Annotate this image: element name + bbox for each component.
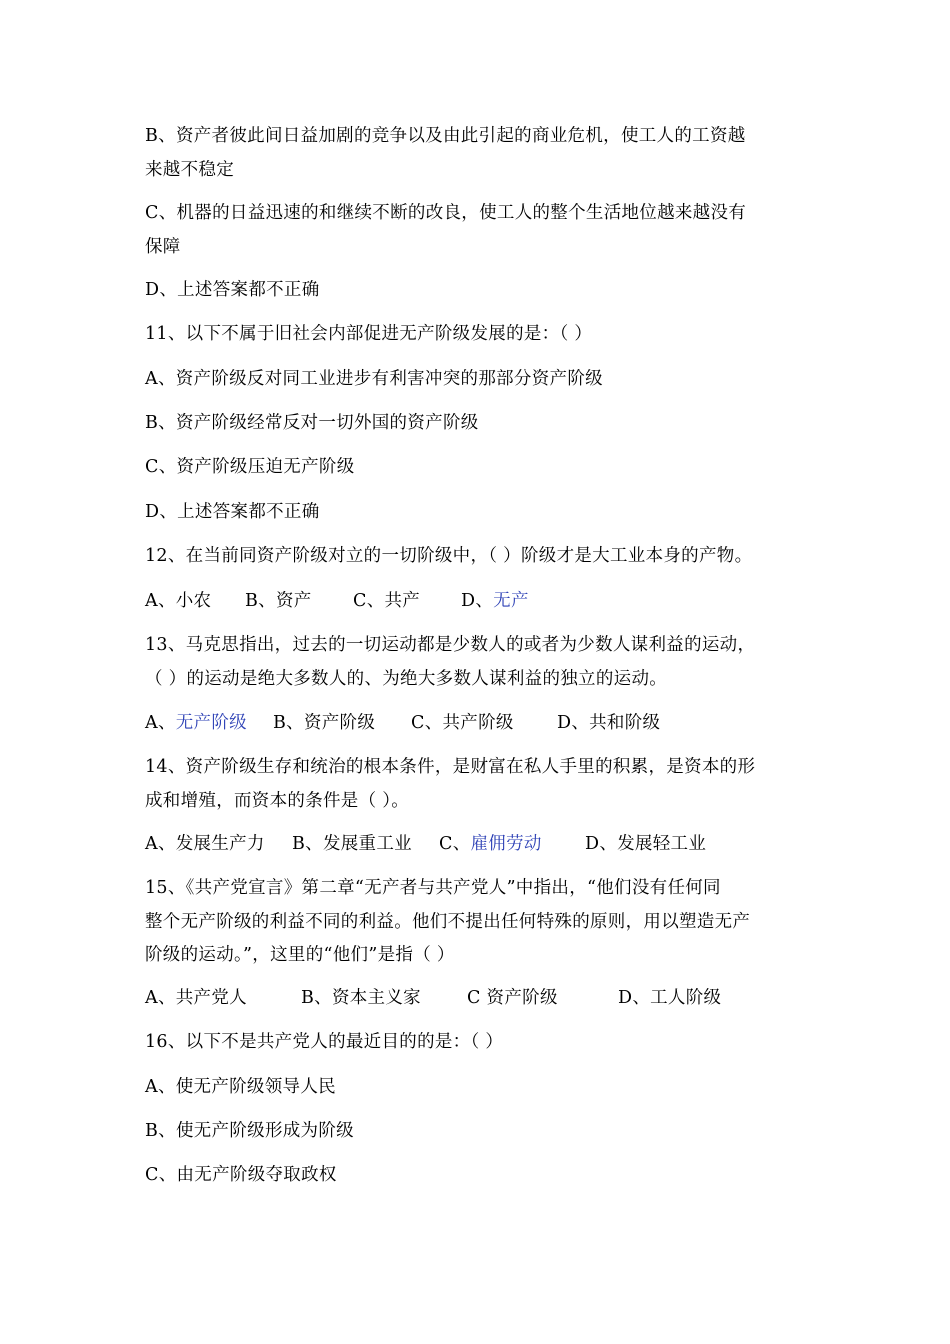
- q14-answer: 雇佣劳动: [470, 834, 542, 854]
- q13-option-a: [145, 711, 273, 735]
- q10-option-c-line2: 保障: [145, 237, 181, 257]
- q12-option-a: A、小农: [145, 591, 212, 611]
- q11-option-c: C、资产阶级压迫无产阶级: [145, 457, 355, 477]
- q13-option-c: C、共产阶级: [411, 713, 514, 733]
- q10-option-d: D、上述答案都不正确: [145, 280, 320, 300]
- q10-option-b-line1: B、资产者彼此间日益加剧的竞争以及由此引起的商业危机，使工人的工资越: [145, 126, 746, 146]
- q11-option-d: D、上述答案都不正确: [145, 502, 320, 522]
- q14-option-d: D、发展轻工业: [585, 834, 707, 854]
- q12-options: [145, 589, 529, 613]
- q14-options: [145, 832, 706, 856]
- q12-option-d-prefix: D、: [461, 591, 494, 611]
- question-16: 16、以下不是共产党人的最近目的的是：（ ）: [145, 1032, 504, 1052]
- q12-option-c: C、共产: [353, 591, 421, 611]
- q12-answer: 无产: [493, 591, 529, 611]
- q13-option-b: B、资产阶级: [273, 713, 376, 733]
- q11-option-a: A、资产阶级反对同工业进步有利害冲突的那部分资产阶级: [145, 369, 603, 389]
- q15-option-d: D、工人阶级: [618, 988, 722, 1008]
- q14-option-c: [439, 832, 585, 856]
- question-15-line3: 阶级的运动。”，这里的“他们”是指（ ）: [145, 945, 455, 965]
- q10-option-c-line1: C、机器的日益迅速的和继续不断的改良，使工人的整个生活地位越来越没有: [145, 203, 747, 223]
- q16-option-c: C、由无产阶级夺取政权: [145, 1165, 337, 1185]
- q16-option-b: B、使无产阶级形成为阶级: [145, 1121, 354, 1141]
- question-12: 12、在当前同资产阶级对立的一切阶级中，（ ）阶级才是大工业本身的产物。: [145, 546, 753, 566]
- q15-options: [145, 986, 721, 1010]
- q10-option-b-line2: 来越不稳定: [145, 160, 234, 180]
- q11-option-b: B、资产阶级经常反对一切外国的资产阶级: [145, 413, 479, 433]
- q13-answer: 无产阶级: [175, 713, 247, 733]
- question-15-line1: 15、《共产党宣言》第二章“无产者与共产党人”中指出，“他们没有任何同: [145, 878, 721, 898]
- question-14-line2: 成和增殖，而资本的条件是（ ）。: [145, 791, 410, 811]
- q15-option-c: C 资产阶级: [467, 988, 558, 1008]
- q13-option-d: D、共和阶级: [557, 713, 661, 733]
- question-13-line2: （ ）的运动是绝大多数人的、为绝大多数人谋利益的独立的运动。: [145, 669, 668, 689]
- q14-option-a: A、发展生产力: [145, 834, 265, 854]
- q13-option-a-prefix: A、: [145, 713, 176, 733]
- question-15-line2: 整个无产阶级的利益不同的利益。他们不提出任何特殊的原则，用以塑造无产: [145, 912, 751, 932]
- question-13-line1: 13、马克思指出，过去的一切运动都是少数人的或者为少数人谋利益的运动，: [145, 635, 756, 655]
- q13-options: [145, 711, 660, 735]
- q16-option-a: A、使无产阶级领导人民: [145, 1077, 336, 1097]
- q12-option-d: [461, 589, 529, 613]
- q14-option-b: B、发展重工业: [292, 834, 412, 854]
- question-11: 11、以下不属于旧社会内部促进无产阶级发展的是：（ ）: [145, 324, 593, 344]
- q15-option-b: B、资本主义家: [301, 988, 421, 1008]
- question-14-line1: 14、资产阶级生存和统治的根本条件，是财富在私人手里的积累，是资本的形: [145, 757, 756, 777]
- q12-option-b: B、资产: [245, 591, 312, 611]
- q14-option-c-prefix: C、: [439, 834, 471, 854]
- q15-option-a: A、共产党人: [145, 988, 247, 1008]
